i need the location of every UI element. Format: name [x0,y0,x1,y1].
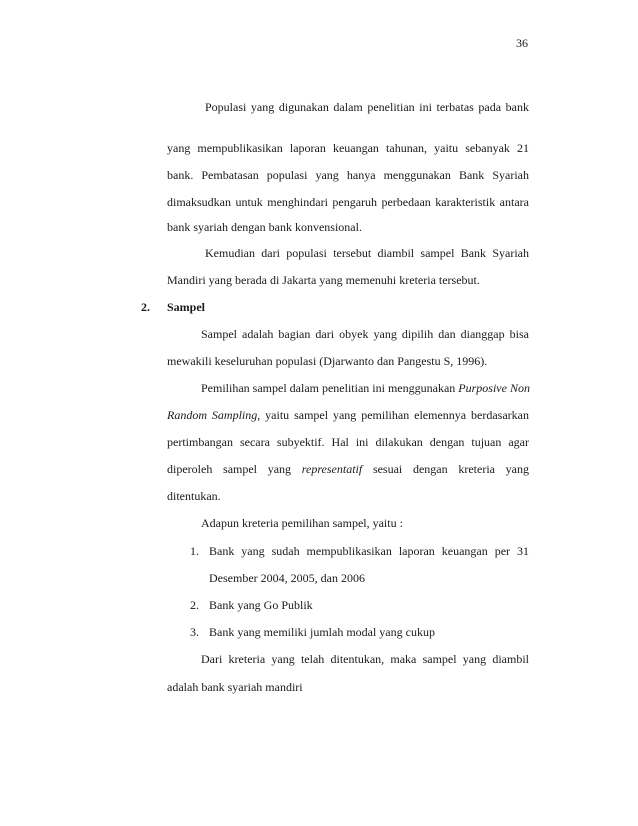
list-item-number: 1. [190,544,199,558]
page-number: 36 [516,36,528,50]
paragraph-line: Populasi yang digunakan dalam penelitian ini terbatas pada bank [205,100,529,114]
paragraph-line [167,408,529,422]
paragraph-line [201,381,529,395]
paragraph-line: mewakili keseluruhan populasi (Djarwanto dan Pangestu S, 1996). [167,354,488,368]
paragraph-line: pertimbangan secara subyektif. Hal ini dilakukan dengan tujuan agar [167,435,529,449]
list-item: Bank yang memiliki jumlah modal yang cukup [209,625,435,639]
paragraph-line [167,462,529,476]
section-number: 2. [141,300,150,314]
paragraph-line: adalah bank syariah mandiri [167,680,303,694]
italic-term: Random Sampling [167,408,258,422]
paragraph-line: Dari kreteria yang telah ditentukan, maka sampel yang diambil [201,652,529,666]
text-run: sesuai dengan kreteria yang [372,462,530,476]
paragraph-line: Kemudian dari populasi tersebut diambil sampel Bank Syariah [205,246,529,260]
list-item: Bank yang Go Publik [209,598,313,612]
paragraph-line: yang mempublikasikan laporan keuangan tahunan, yaitu sebanyak 21 [167,141,529,155]
italic-term: Purposive Non [458,381,530,395]
paragraph-line: Sampel adalah bagian dari obyek yang dipilih dan dianggap bisa [201,327,529,341]
list-item-number: 2. [190,598,199,612]
paragraph-line: dimaksudkan untuk menghindari pengaruh perbedaan karakteristik antara [167,195,529,209]
section-heading [141,300,205,315]
list-item-continuation: Desember 2004, 2005, dan 2006 [209,571,365,585]
paragraph-line: bank syariah dengan bank konvensional. [167,220,362,234]
list-item-number: 3. [190,625,199,639]
text-run: , yaitu sampel yang pemilihan elemennya berdasarkan [257,408,529,422]
list-item: Bank yang sudah mempublikasikan laporan keuangan per 31 [209,544,529,558]
paragraph-line: ditentukan. [167,489,221,503]
italic-term: representatif [301,462,363,476]
text-run: Pemilihan sampel dalam penelitian ini menggunakan [201,381,456,395]
paragraph-line: bank. Pembatasan populasi yang hanya menggunakan Bank Syariah [167,168,529,182]
text-run: diperoleh sampel yang [167,462,292,476]
paragraph-line: Mandiri yang berada di Jakarta yang memenuhi kreteria tersebut. [167,273,480,287]
section-title: Sampel [167,300,206,314]
paragraph-line: Adapun kreteria pemilihan sampel, yaitu : [201,516,403,530]
